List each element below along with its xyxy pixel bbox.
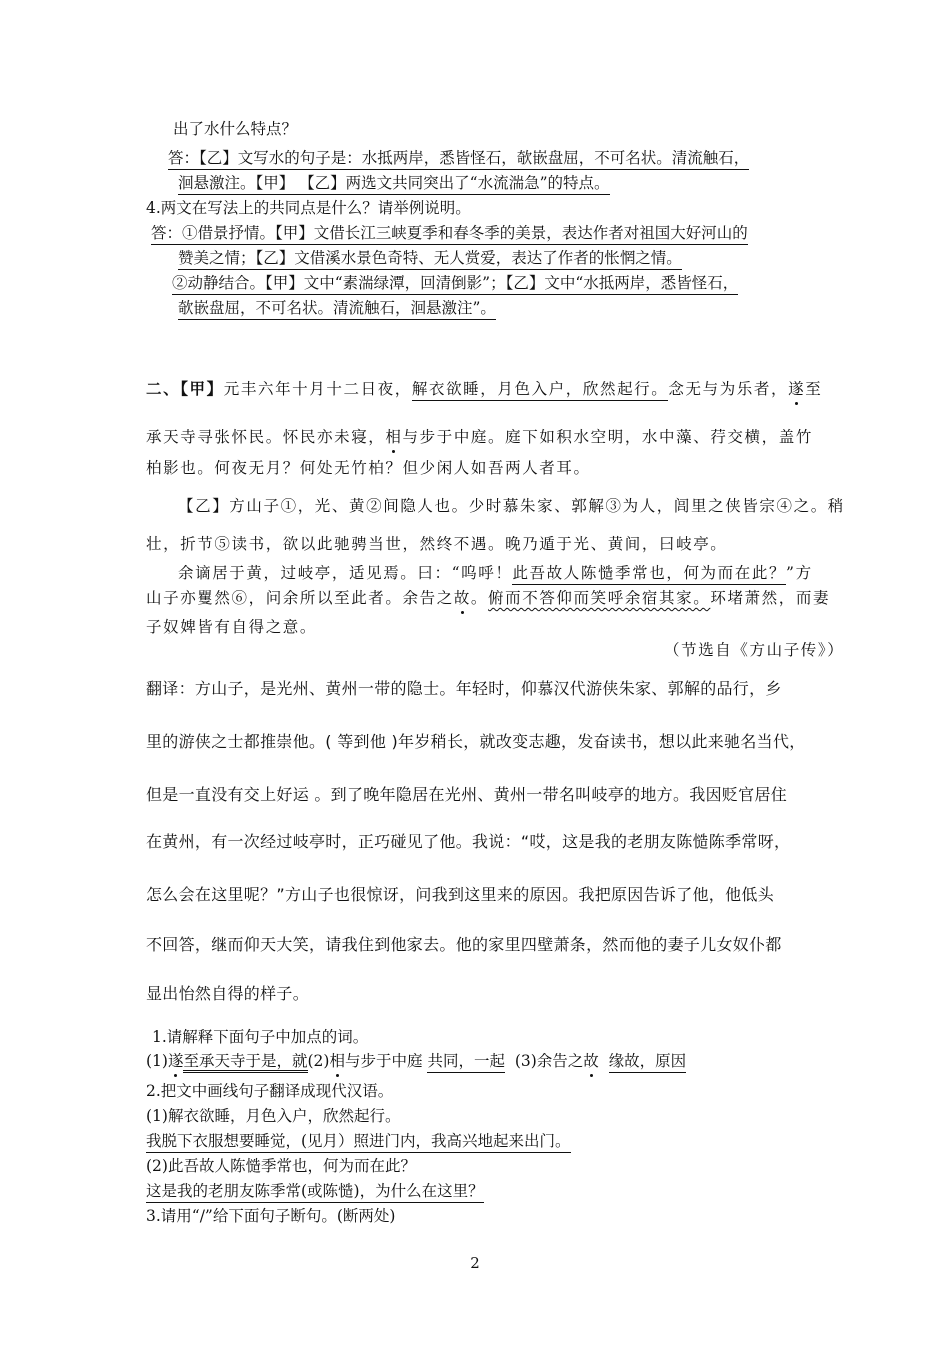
translation-line-6: 不回答，继而仰天大笑，请我住到他家去。他的家里四壁萧条，然而他的妻子儿女奴仆都 bbox=[146, 935, 782, 954]
jia-underlined-sentence: 解衣欲睡，月色入户，欣然起行。 bbox=[412, 380, 669, 401]
q1a-text: 至承天寺于是，就 bbox=[183, 1052, 307, 1073]
yi-text-2: ”方 bbox=[786, 564, 813, 582]
dotted-char-gu-q: 故 bbox=[583, 1052, 599, 1070]
answer-4-line-1-text: 答：①借景抒情。【甲】文借长江三峡夏季和春冬季的美景，表达作者对祖国大好河山的 bbox=[151, 224, 748, 245]
yi-text-3: 山子亦矍然⑥，问余所以至此者。余告之 bbox=[146, 589, 454, 607]
answer-2-2 bbox=[146, 1181, 484, 1201]
yi-text-4: 。 bbox=[470, 589, 489, 607]
translation-line-4: 在黄州，有一次经过岐亭时，正巧碰见了他。我说：“哎，这是我的老朋友陈慥陈季常呀， bbox=[146, 832, 791, 851]
passage-yi-line-1: 【乙】方山子①，光、黄②间隐人也。少时慕朱家、郭解③为人，闾里之侠皆宗④之。稍 bbox=[178, 497, 845, 515]
yi-underlined-sentence: 此吾故人陈慥季常也，何为而在此？ bbox=[512, 564, 786, 585]
passage-yi-line-5: 子奴婢皆有自得之意。 bbox=[146, 618, 318, 636]
translation-line-5: 怎么会在这里呢？”方山子也很惊讶，问我到这里来的原因。我把原因告诉了他，他低头 bbox=[146, 885, 774, 904]
q1c-label: (3)余告之 bbox=[514, 1052, 584, 1070]
yi-wavy-sentence: 俯而不答仰而笑呼余宿其家。 bbox=[488, 589, 711, 607]
section-2-heading: 二、【甲】 bbox=[146, 379, 224, 398]
answer-3-line-2-text: 洄悬激注。【甲】 【乙】两选文共同突出了“水流湍急”的特点。 bbox=[178, 174, 610, 195]
dotted-char-sui-q: 遂 bbox=[167, 1052, 184, 1070]
question-2-1: (1)解衣欲睡，月色入户，欣然起行。 bbox=[146, 1107, 401, 1125]
dotted-char-sui: 遂 bbox=[788, 380, 806, 398]
answer-2-1 bbox=[146, 1131, 571, 1151]
question-2: 2.把文中画线句子翻译成现代汉语。 bbox=[146, 1082, 394, 1100]
passage-jia-line-3: 柏影也。何夜无月？何处无竹柏？但少闲人如吾两人者耳。 bbox=[146, 459, 591, 477]
yi-text-1: 余谪居于黄，过岐亭，适见焉。曰：“呜呼！ bbox=[178, 564, 513, 582]
q1b-answer: 共同，一起 bbox=[427, 1052, 505, 1073]
yi-text-5: 环堵萧然，而妻 bbox=[710, 589, 831, 607]
answer-4-line-4 bbox=[178, 298, 496, 318]
dotted-char-xiang-q: 相 bbox=[329, 1052, 345, 1070]
translation-line-7: 显出怡然自得的样子。 bbox=[146, 984, 310, 1003]
question-1: 1.请解释下面句子中加点的词。 bbox=[152, 1028, 369, 1046]
question-2-2: (2)此吾故人陈慥季常也，何为而在此？ bbox=[146, 1157, 416, 1175]
translation-line-3: 但是一直没有交上好运 。到了晚年隐居在光州、黄州一带名叫岐亭的地方。我因贬官居住 bbox=[146, 785, 788, 804]
answer-2-2-text: 这是我的老朋友陈季常(或陈慥)，为什么在这里？ bbox=[146, 1182, 484, 1203]
answer-4-line-1 bbox=[151, 223, 748, 243]
answer-4-line-3 bbox=[172, 273, 738, 293]
passage-source: （节选自《方山子传》） bbox=[664, 641, 845, 659]
passage-yi-line-4 bbox=[146, 588, 830, 608]
translation-line-2: 里的游侠之士都推崇他。( 等到他 )年岁稍长，就改变志趣，发奋读书，想以此来驰名当代， bbox=[146, 732, 806, 751]
jia-text-4: 承天寺寻张怀民。怀民亦未寝， bbox=[146, 428, 386, 446]
passage-jia-line-1 bbox=[146, 379, 822, 399]
answer-4-line-4-text: 欹嵌盘屈，不可名状。清流触石，洄悬激注”。 bbox=[178, 299, 496, 320]
answer-3-line-1-text: 答：【乙】文写水的句子是：水抵两岸，悉皆怪石，欹嵌盘屈，不可名状。清流触石， bbox=[168, 149, 749, 170]
page-number: 2 bbox=[470, 1254, 480, 1272]
jia-text-5: 与步于中庭。庭下如积水空明，水中藻、荇交横，盖竹 bbox=[402, 428, 813, 446]
q1b-text: 与步于中庭 bbox=[344, 1052, 423, 1070]
q1c-answer: 缘故，原因 bbox=[609, 1052, 687, 1073]
question-3: 3.请用“/”给下面句子断句。(断两处) bbox=[146, 1207, 396, 1225]
translation-line-1: 翻译：方山子，是光州、黄州一带的隐士。年轻时，仰慕汉代游侠朱家、郭解的品行，乡 bbox=[146, 679, 782, 698]
answer-3-line-2 bbox=[178, 173, 610, 193]
jia-text-3: 至 bbox=[805, 380, 823, 398]
question-1-items bbox=[146, 1051, 686, 1071]
answer-3-line-1 bbox=[168, 148, 749, 168]
question-4: 4.两文在写法上的共同点是什么？请举例说明。 bbox=[146, 199, 471, 217]
answer-4-line-2-text: 赞美之情；【乙】文借溪水景色奇特、无人赏爱，表达了作者的怅惘之情。 bbox=[178, 249, 682, 270]
passage-yi-line-3 bbox=[178, 563, 813, 583]
passage-jia-line-2 bbox=[146, 427, 813, 447]
passage-yi-line-2: 壮，折节⑤读书，欲以此驰骋当世，然终不遇。晚乃遁于光、黄间，曰岐亭。 bbox=[146, 535, 728, 553]
dotted-char-xiang: 相 bbox=[385, 428, 403, 446]
answer-4-line-2 bbox=[178, 248, 682, 268]
answer-4-line-3-text: ②动静结合。【甲】文中“素湍绿潭，回清倒影”；【乙】文中“水抵两岸，悉皆怪石， bbox=[172, 274, 738, 295]
dotted-char-gu: 故 bbox=[453, 589, 471, 607]
jia-text-1: 元丰六年十月十二日夜， bbox=[223, 380, 412, 398]
answer-2-1-text: 我脱下衣服想要睡觉，(见月）照进门内，我高兴地起来出门。 bbox=[146, 1132, 571, 1153]
jia-text-2: 念无与为乐者， bbox=[668, 380, 789, 398]
question-3-tail: 出了水什么特点？ bbox=[173, 120, 298, 138]
q1a-label: (1) bbox=[146, 1052, 168, 1070]
q1b-label: (2) bbox=[307, 1052, 330, 1070]
